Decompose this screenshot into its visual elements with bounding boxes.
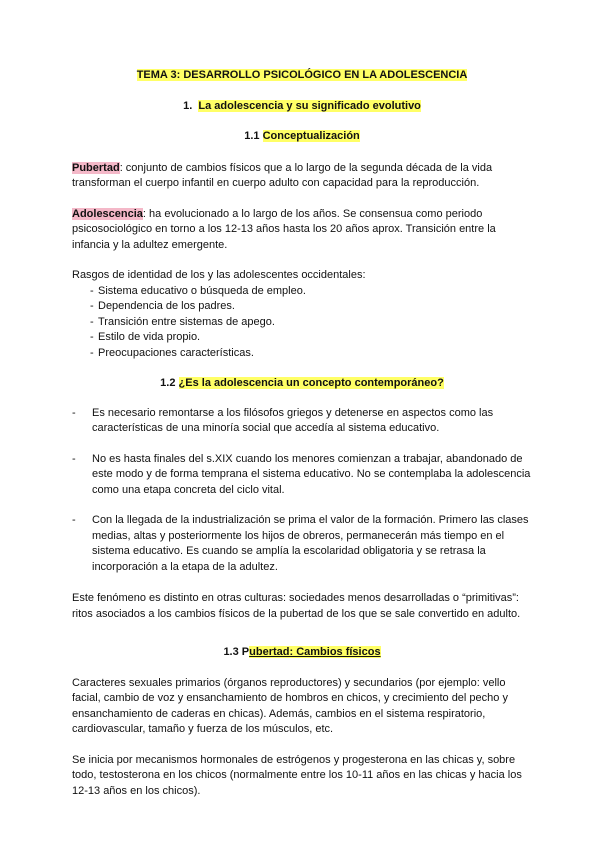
section-1-number: 1. xyxy=(183,99,193,112)
section-1-label: La adolescencia y su significado evolutivo xyxy=(198,99,421,112)
list-item: - Dependencia de los padres. xyxy=(72,299,532,315)
hormonas-paragraph: Se inicia por mecanismos hormonales de estrógenos y progesterona en las chicas y, sobre todo, testosterona en los chicos (normalmente entre los 10-11 años en las chicas y hacia los 12-13 años en los chicos). xyxy=(72,753,522,797)
subsection-1-3-initial: P xyxy=(241,646,250,658)
subsection-1-2-label: ¿Es la adolescencia un concepto contemporáneo? xyxy=(178,377,444,389)
page-title xyxy=(72,68,532,84)
subsection-1-3-label: ubertad: Cambios físicos xyxy=(249,646,381,658)
rasgos-intro: Rasgos de identidad de los y las adolescentes occidentales: xyxy=(72,269,366,281)
subsection-1-2-heading xyxy=(72,376,532,392)
adolescencia-definition xyxy=(72,207,532,254)
pubertad-definition xyxy=(72,161,532,192)
caracteres-paragraph: Caracteres sexuales primarios (órganos reproductores) y secundarios (por ejemplo: vello facial, cambio de voz y ensanchamiento de hombros en chicos, y crecimiento del pecho y ensanchamiento de caderas en chicas). Además, cambios en el sistema respiratorio, cardiovascular, tamaño y fuerza de los músculos, etc. xyxy=(72,676,508,735)
list-item: - Preocupaciones características. xyxy=(72,346,532,362)
list-item: - Con la llegada de la industrialización se prima el valor de la formación. Primero las clases medias, altas y posteriormente los hijos de obreros, permanecerán más tiempo en el sistema educativo. Es cuando se amplía la escolaridad obligatoria y se retrasa la incorporación a la etapa de la adultez. xyxy=(72,513,532,575)
contemporaneo-list xyxy=(72,406,532,576)
subsection-1-1-label: Conceptualización xyxy=(262,130,360,142)
otras-culturas-paragraph: Este fenómeno es distinto en otras culturas: sociedades menos desarrolladas o “primitivas”: ritos asociados a los cambios físicos de la pubertad de los que se sale convertido en adulto. xyxy=(72,592,521,620)
subsection-1-1-heading xyxy=(72,129,532,145)
list-item: - Es necesario remontarse a los filósofos griegos y detenerse en aspectos como las características de una minoría social que accedía al sistema educativo. xyxy=(72,406,532,437)
pubertad-text: : conjunto de cambios físicos que a lo largo de la segunda década de la vida transforman el cuerpo infantil en cuerpo adulto con capacidad para la reproducción. xyxy=(72,161,493,189)
adolescencia-text: : ha evolucionado a lo largo de los años. Se consensua como periodo psicosociológico en torno a los 12-13 años hasta los 20 años aprox. Transición entre la infancia y la adultez emergente. xyxy=(72,207,496,251)
section-1-heading xyxy=(72,99,532,115)
page-title-text: TEMA 3: DESARROLLO PSICOLÓGICO EN LA ADOLESCENCIA xyxy=(136,69,468,81)
subsection-1-3-heading xyxy=(72,645,532,661)
subsection-1-3-number: 1.3 xyxy=(223,646,239,658)
subsection-1-1-number: 1.1 xyxy=(244,130,260,142)
list-item: - Estilo de vida propio. xyxy=(72,330,532,346)
document-body xyxy=(72,68,532,799)
list-item: - No es hasta finales del s.XIX cuando los menores comienzan a trabajar, abandonado de este modo y de forma temprana el sistema educativo. No se contemplaba la adolescencia como una etapa concreta del ciclo vital. xyxy=(72,452,532,499)
list-item: - Transición entre sistemas de apego. xyxy=(72,315,532,331)
subsection-1-2-number: 1.2 xyxy=(160,377,176,389)
rasgos-list xyxy=(72,284,532,362)
adolescencia-term: Adolescencia xyxy=(72,207,143,220)
list-item: - Sistema educativo o búsqueda de empleo. xyxy=(72,284,532,300)
pubertad-term: Pubertad xyxy=(72,161,120,174)
